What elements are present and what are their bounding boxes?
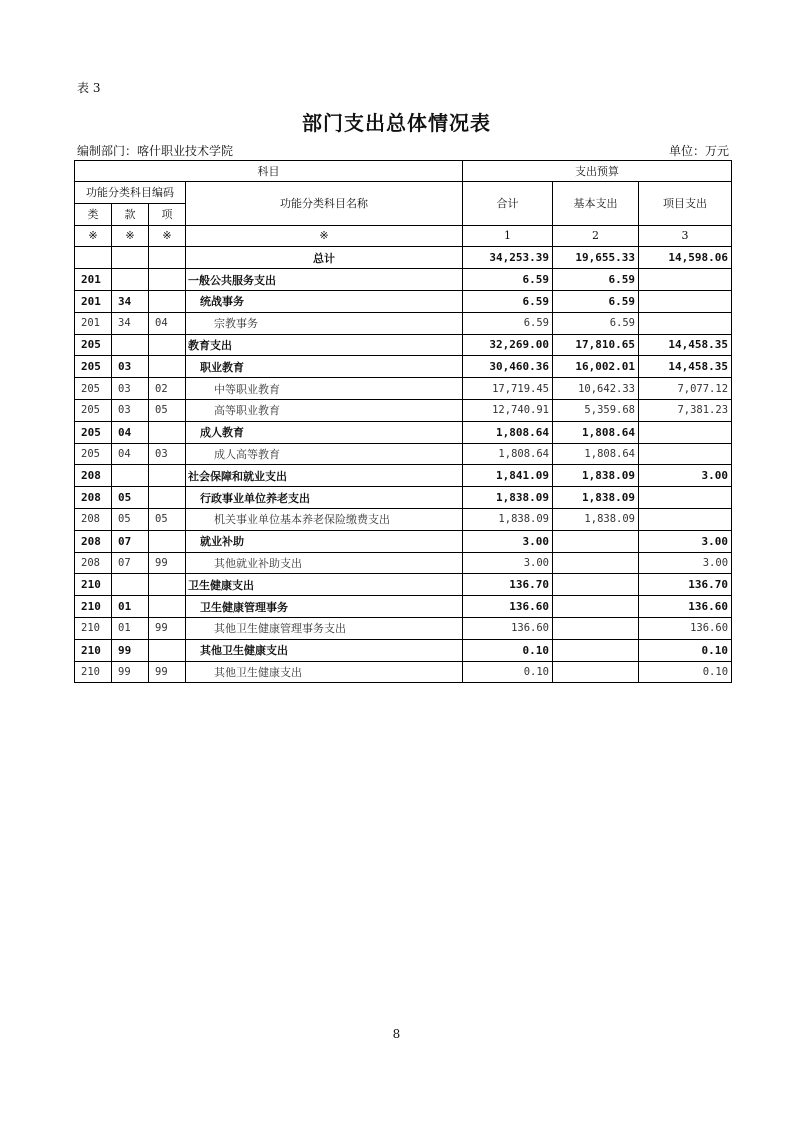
subject-name: 其他卫生健康支出 xyxy=(186,639,463,661)
code-xiang xyxy=(149,334,186,356)
subject-name: 总计 xyxy=(186,247,463,269)
code-lei: 208 xyxy=(75,487,112,509)
amount-project: 14,598.06 xyxy=(639,247,732,269)
amount-total: 0.10 xyxy=(463,661,553,683)
table-row xyxy=(75,596,732,618)
header-project: 项目支出 xyxy=(639,182,732,226)
amount-total: 1,808.64 xyxy=(463,443,553,465)
subject-name: 宗教事务 xyxy=(186,312,463,334)
amount-project: 3.00 xyxy=(639,552,732,574)
code-kuan: 99 xyxy=(112,639,149,661)
amount-project: 136.70 xyxy=(639,574,732,596)
code-xiang: 02 xyxy=(149,378,186,400)
amount-total: 1,838.09 xyxy=(463,508,553,530)
subject-name: 社会保障和就业支出 xyxy=(186,465,463,487)
code-xiang: 99 xyxy=(149,661,186,683)
amount-project: 136.60 xyxy=(639,617,732,639)
table-row xyxy=(75,487,732,509)
amount-project: 3.00 xyxy=(639,465,732,487)
amount-basic xyxy=(553,574,639,596)
code-lei: 208 xyxy=(75,508,112,530)
header-kuan: 款 xyxy=(112,203,149,225)
subject-name: 机关事业单位基本养老保险缴费支出 xyxy=(186,508,463,530)
subject-name: 成人教育 xyxy=(186,421,463,443)
code-xiang xyxy=(149,596,186,618)
amount-project: 3.00 xyxy=(639,530,732,552)
amount-basic xyxy=(553,617,639,639)
table-row xyxy=(75,378,732,400)
header-row-1 xyxy=(75,161,732,182)
code-kuan xyxy=(112,269,149,291)
subject-name: 教育支出 xyxy=(186,334,463,356)
code-kuan: 01 xyxy=(112,596,149,618)
table-row xyxy=(75,421,732,443)
table-row xyxy=(75,552,732,574)
subject-name: 职业教育 xyxy=(186,356,463,378)
amount-total: 1,808.64 xyxy=(463,421,553,443)
table-row xyxy=(75,269,732,291)
amount-basic: 6.59 xyxy=(553,290,639,312)
code-lei: 201 xyxy=(75,269,112,291)
table-row xyxy=(75,530,732,552)
amount-total: 1,841.09 xyxy=(463,465,553,487)
code-xiang: 99 xyxy=(149,552,186,574)
code-lei: 205 xyxy=(75,356,112,378)
amount-basic: 6.59 xyxy=(553,269,639,291)
table-row xyxy=(75,574,732,596)
amount-project: 0.10 xyxy=(639,639,732,661)
amount-project xyxy=(639,312,732,334)
code-lei: 205 xyxy=(75,378,112,400)
total-row xyxy=(75,247,732,269)
amount-total: 136.60 xyxy=(463,596,553,618)
code-xiang: 05 xyxy=(149,508,186,530)
code-lei xyxy=(75,247,112,269)
table-row xyxy=(75,465,732,487)
mark-name: ※ xyxy=(186,225,463,247)
code-kuan xyxy=(112,465,149,487)
amount-basic: 19,655.33 xyxy=(553,247,639,269)
amount-basic xyxy=(553,530,639,552)
code-lei: 210 xyxy=(75,596,112,618)
amount-basic xyxy=(553,596,639,618)
code-kuan xyxy=(112,247,149,269)
code-kuan: 03 xyxy=(112,378,149,400)
code-kuan: 04 xyxy=(112,421,149,443)
col-index-3: 3 xyxy=(639,225,732,247)
header-code-group: 功能分类科目编码 xyxy=(75,182,186,204)
code-kuan: 05 xyxy=(112,508,149,530)
subject-name: 卫生健康支出 xyxy=(186,574,463,596)
header-subject: 科目 xyxy=(75,161,463,182)
amount-project xyxy=(639,508,732,530)
code-kuan: 99 xyxy=(112,661,149,683)
amount-total: 136.60 xyxy=(463,617,553,639)
code-kuan xyxy=(112,574,149,596)
code-lei: 210 xyxy=(75,661,112,683)
code-xiang xyxy=(149,530,186,552)
code-lei: 205 xyxy=(75,421,112,443)
code-kuan: 07 xyxy=(112,552,149,574)
subject-name: 卫生健康管理事务 xyxy=(186,596,463,618)
amount-basic: 5,359.68 xyxy=(553,399,639,421)
subject-name: 中等职业教育 xyxy=(186,378,463,400)
subject-name: 行政事业单位养老支出 xyxy=(186,487,463,509)
amount-basic xyxy=(553,639,639,661)
amount-basic xyxy=(553,661,639,683)
amount-basic: 10,642.33 xyxy=(553,378,639,400)
amount-total: 30,460.36 xyxy=(463,356,553,378)
code-kuan: 04 xyxy=(112,443,149,465)
code-kuan: 03 xyxy=(112,356,149,378)
code-lei: 210 xyxy=(75,639,112,661)
code-lei: 205 xyxy=(75,399,112,421)
amount-total: 17,719.45 xyxy=(463,378,553,400)
code-lei: 205 xyxy=(75,443,112,465)
amount-project: 14,458.35 xyxy=(639,334,732,356)
code-xiang xyxy=(149,421,186,443)
code-lei: 210 xyxy=(75,574,112,596)
header-budget: 支出预算 xyxy=(463,161,732,182)
code-kuan: 34 xyxy=(112,290,149,312)
code-lei: 210 xyxy=(75,617,112,639)
code-xiang xyxy=(149,269,186,291)
header-lei: 类 xyxy=(75,203,112,225)
amount-basic: 1,838.09 xyxy=(553,487,639,509)
amount-total: 136.70 xyxy=(463,574,553,596)
code-xiang: 05 xyxy=(149,399,186,421)
mark-lei: ※ xyxy=(75,225,112,247)
amount-total: 6.59 xyxy=(463,290,553,312)
expenditure-table xyxy=(74,160,732,683)
amount-basic: 1,838.09 xyxy=(553,465,639,487)
table-row xyxy=(75,312,732,334)
table-row xyxy=(75,639,732,661)
code-kuan: 03 xyxy=(112,399,149,421)
code-lei: 208 xyxy=(75,552,112,574)
amount-total: 6.59 xyxy=(463,269,553,291)
amount-total: 12,740.91 xyxy=(463,399,553,421)
unit-label: 单位：万元 xyxy=(668,144,729,158)
code-xiang xyxy=(149,639,186,661)
amount-basic: 1,808.64 xyxy=(553,443,639,465)
mark-kuan: ※ xyxy=(112,225,149,247)
table-row xyxy=(75,290,732,312)
page-title: 部门支出总体情况表 xyxy=(302,111,491,135)
amount-total: 0.10 xyxy=(463,639,553,661)
table-number-label: 表 3 xyxy=(77,81,101,95)
amount-project: 14,458.35 xyxy=(639,356,732,378)
amount-basic: 1,808.64 xyxy=(553,421,639,443)
code-kuan: 01 xyxy=(112,617,149,639)
code-xiang xyxy=(149,356,186,378)
code-xiang xyxy=(149,465,186,487)
header-row-4 xyxy=(75,225,732,247)
table-row xyxy=(75,443,732,465)
table-row xyxy=(75,334,732,356)
amount-total: 3.00 xyxy=(463,530,553,552)
code-kuan: 07 xyxy=(112,530,149,552)
amount-project xyxy=(639,290,732,312)
amount-basic: 17,810.65 xyxy=(553,334,639,356)
amount-total: 34,253.39 xyxy=(463,247,553,269)
subject-name: 就业补助 xyxy=(186,530,463,552)
code-xiang xyxy=(149,290,186,312)
subject-name: 统战事务 xyxy=(186,290,463,312)
subject-name: 其他就业补助支出 xyxy=(186,552,463,574)
amount-basic: 6.59 xyxy=(553,312,639,334)
compiling-department: 编制部门：喀什职业技术学院 xyxy=(77,144,234,158)
amount-project: 7,381.23 xyxy=(639,399,732,421)
header-basic: 基本支出 xyxy=(553,182,639,226)
subject-name: 成人高等教育 xyxy=(186,443,463,465)
code-xiang xyxy=(149,247,186,269)
amount-project: 0.10 xyxy=(639,661,732,683)
code-xiang xyxy=(149,574,186,596)
subject-name: 其他卫生健康支出 xyxy=(186,661,463,683)
amount-project: 136.60 xyxy=(639,596,732,618)
mark-xiang: ※ xyxy=(149,225,186,247)
code-xiang: 04 xyxy=(149,312,186,334)
amount-basic: 16,002.01 xyxy=(553,356,639,378)
code-kuan xyxy=(112,334,149,356)
header-name: 功能分类科目名称 xyxy=(186,182,463,226)
amount-project xyxy=(639,443,732,465)
header-row-2 xyxy=(75,182,732,204)
amount-total: 6.59 xyxy=(463,312,553,334)
page-number: 8 xyxy=(392,1027,401,1041)
code-lei: 205 xyxy=(75,334,112,356)
subject-name: 一般公共服务支出 xyxy=(186,269,463,291)
amount-total: 32,269.00 xyxy=(463,334,553,356)
code-lei: 201 xyxy=(75,290,112,312)
amount-total: 1,838.09 xyxy=(463,487,553,509)
table-row xyxy=(75,508,732,530)
table-row xyxy=(75,356,732,378)
header-xiang: 项 xyxy=(149,203,186,225)
amount-project xyxy=(639,487,732,509)
amount-basic xyxy=(553,552,639,574)
subject-name: 其他卫生健康管理事务支出 xyxy=(186,617,463,639)
amount-project: 7,077.12 xyxy=(639,378,732,400)
table-row xyxy=(75,661,732,683)
code-kuan: 05 xyxy=(112,487,149,509)
code-lei: 201 xyxy=(75,312,112,334)
code-xiang xyxy=(149,487,186,509)
subject-name: 高等职业教育 xyxy=(186,399,463,421)
code-xiang: 99 xyxy=(149,617,186,639)
amount-total: 3.00 xyxy=(463,552,553,574)
amount-project xyxy=(639,421,732,443)
col-index-2: 2 xyxy=(553,225,639,247)
col-index-1: 1 xyxy=(463,225,553,247)
code-xiang: 03 xyxy=(149,443,186,465)
amount-basic: 1,838.09 xyxy=(553,508,639,530)
header-total: 合计 xyxy=(463,182,553,226)
amount-project xyxy=(639,269,732,291)
code-lei: 208 xyxy=(75,465,112,487)
table-row xyxy=(75,617,732,639)
code-kuan: 34 xyxy=(112,312,149,334)
table-row xyxy=(75,399,732,421)
code-lei: 208 xyxy=(75,530,112,552)
